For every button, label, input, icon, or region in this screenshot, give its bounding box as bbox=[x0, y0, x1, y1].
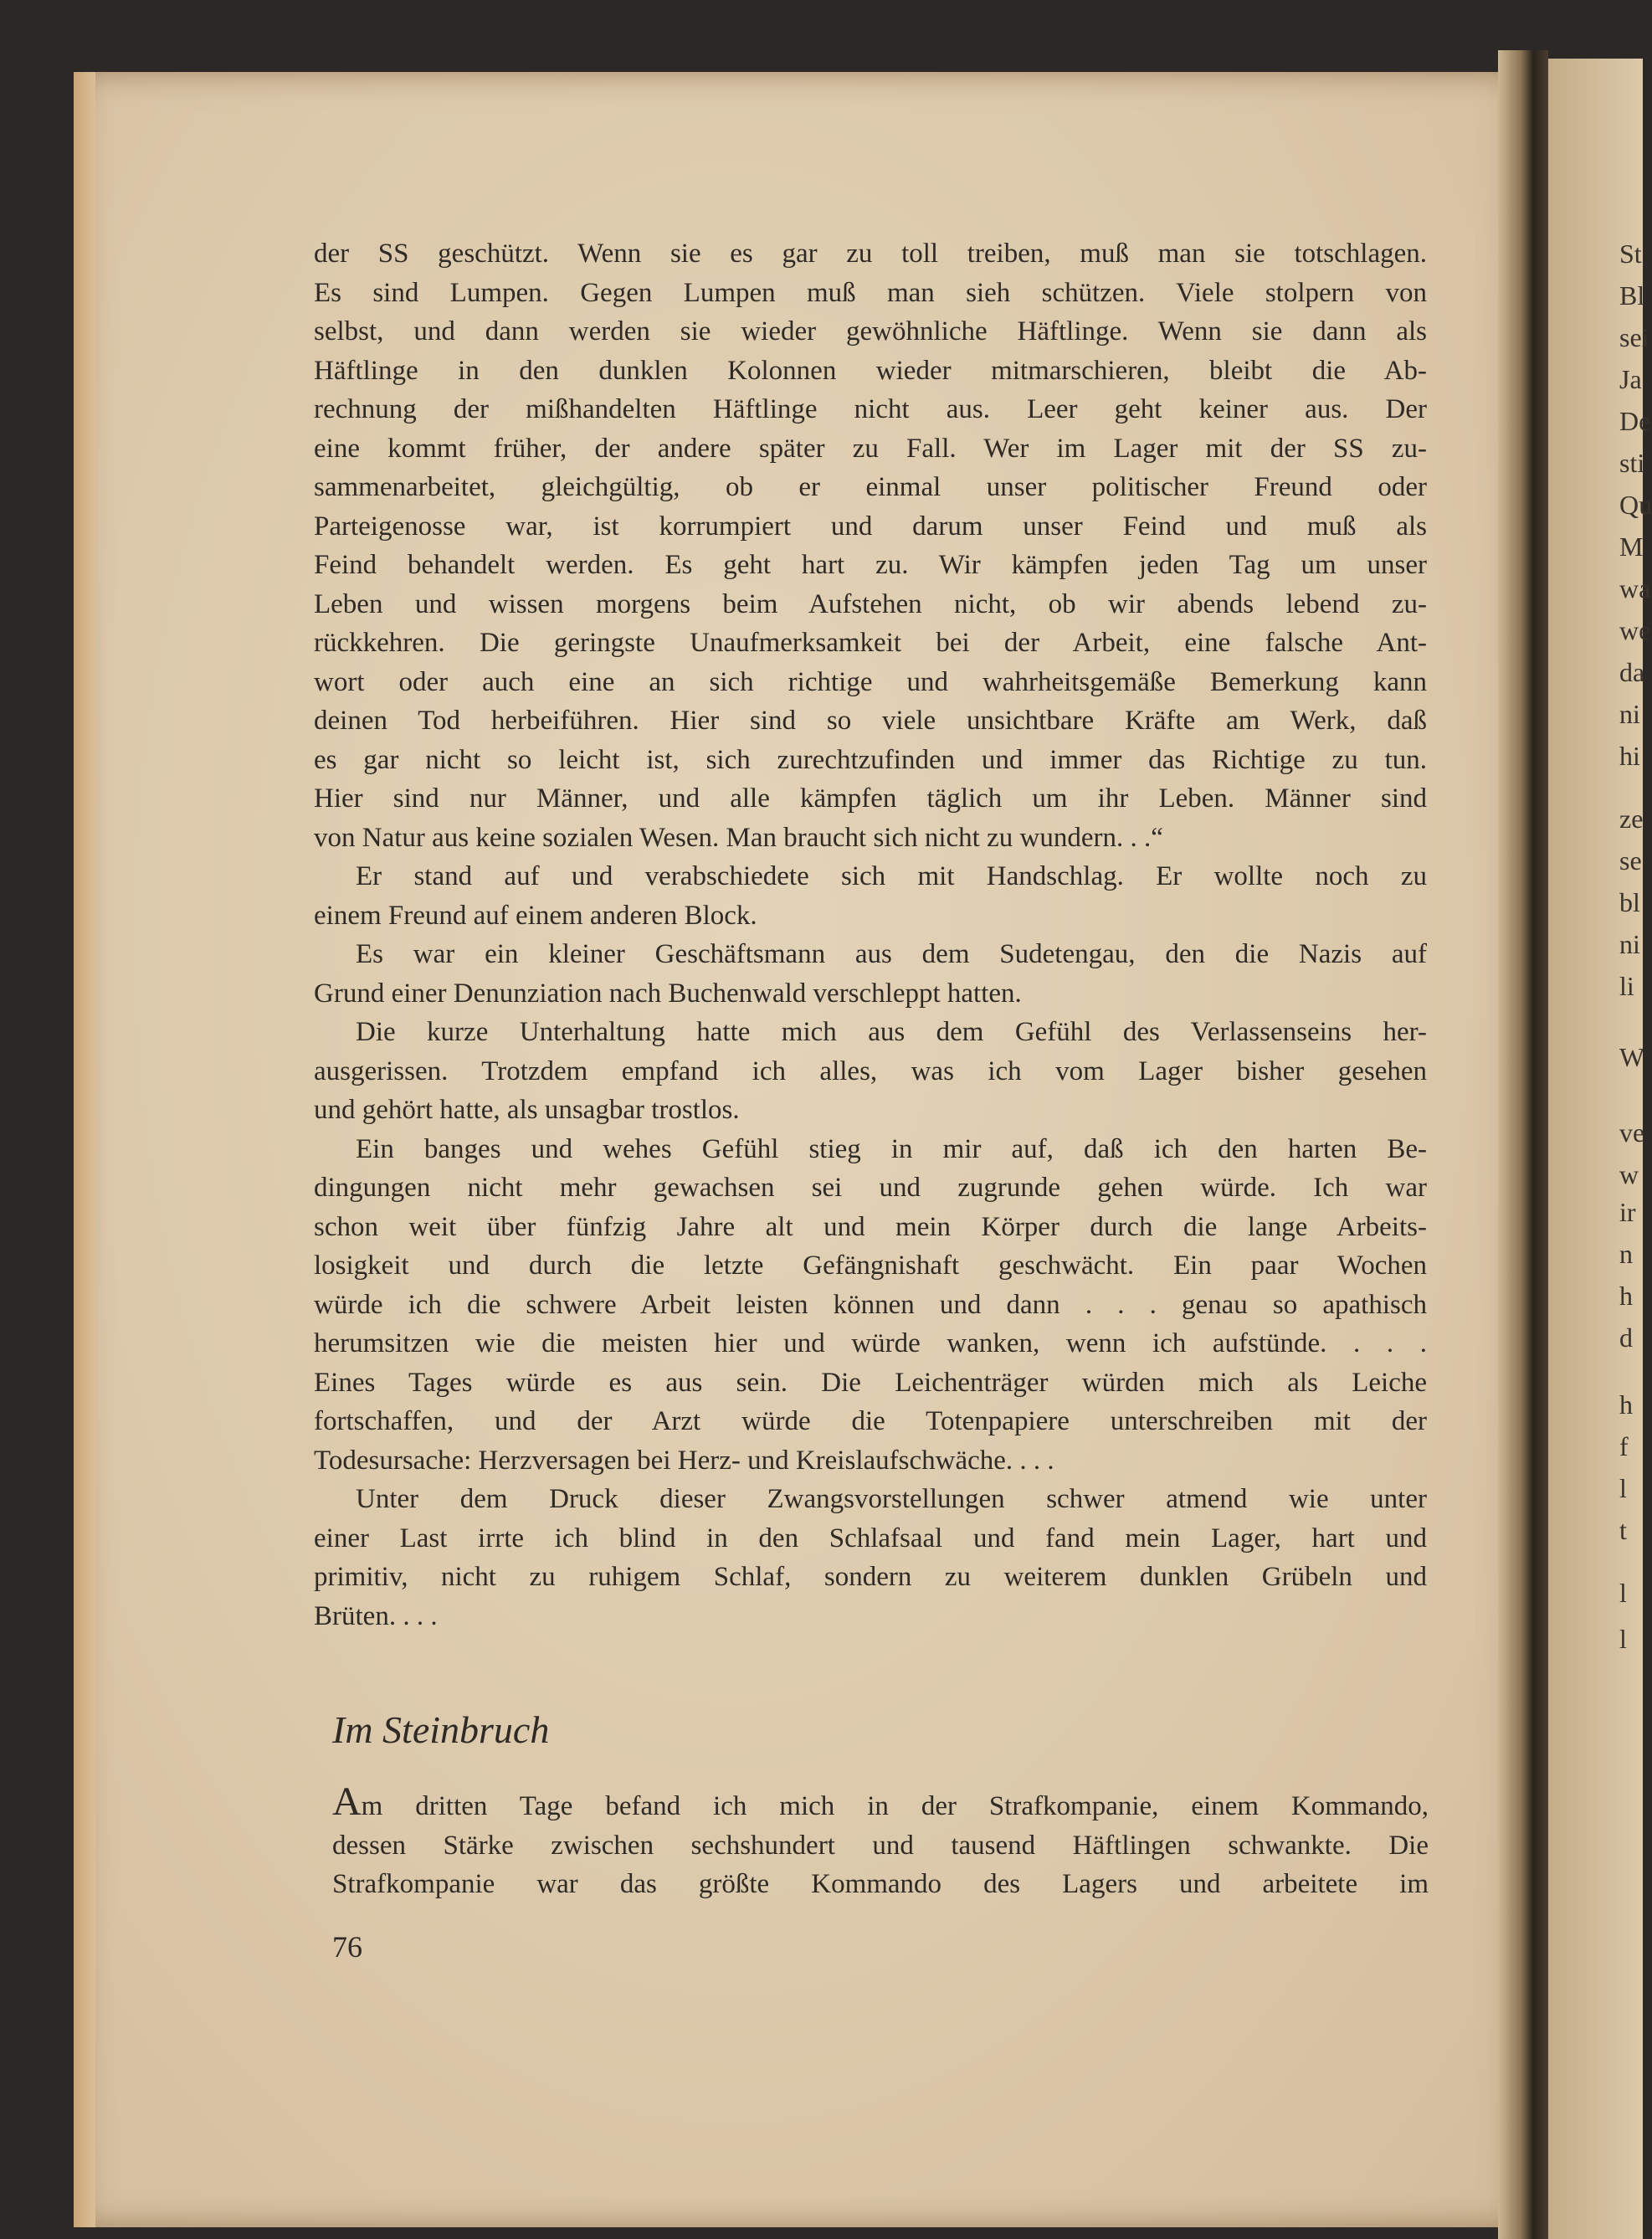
next-page-fragment: l bbox=[1619, 1473, 1627, 1503]
text-line: würde ich die schwere Arbeit leisten können und dann . . . genau so apathisch bbox=[314, 1289, 1427, 1320]
next-page-fragment: f bbox=[1619, 1431, 1629, 1461]
text-line: herumsitzen wie die meisten hier und würde wanken, wenn ich aufstünde. . . . bbox=[314, 1328, 1427, 1358]
next-page-fragment: li bbox=[1619, 971, 1634, 1001]
text-line: Leben und wissen morgens beim Aufstehen nicht, ob wir abends lebend zu- bbox=[314, 588, 1427, 619]
text-line: Eines Tages würde es aus sein. Die Leichenträger würden mich als Leiche bbox=[314, 1367, 1427, 1398]
chapter-title: Im Steinbruch bbox=[332, 1708, 550, 1751]
next-page-fragment: h bbox=[1619, 1281, 1633, 1311]
text-line: Es sind Lumpen. Gegen Lumpen muß man sieh schützen. Viele stolpern von bbox=[314, 277, 1427, 308]
text-line: Die kurze Unterhaltung hatte mich aus dem Gefühl des Verlassenseins her- bbox=[356, 1017, 1427, 1047]
next-page-fragment: Qu bbox=[1619, 490, 1652, 520]
text-line: Es war ein kleiner Geschäftsmann aus dem Sudetengau, den die Nazis auf bbox=[356, 939, 1427, 969]
next-page-fragment: ni bbox=[1619, 929, 1640, 959]
next-page-fragment: W bbox=[1619, 1042, 1645, 1072]
next-page-fragment: l bbox=[1619, 1578, 1627, 1608]
text-line: rechnung der mißhandelten Häftlinge nicht aus. Leer geht keiner aus. Der bbox=[314, 394, 1427, 424]
next-page-fragment: l bbox=[1619, 1624, 1627, 1654]
text-line: einem Freund auf einem anderen Block. bbox=[314, 900, 757, 931]
text-line: dingungen nicht mehr gewachsen sei und zugrunde gehen würde. Ich war bbox=[314, 1173, 1427, 1203]
text-line: Brüten. . . . bbox=[314, 1600, 438, 1631]
page-body-text bbox=[314, 234, 1427, 1636]
text-line: Strafkompanie war das größte Kommando des Lagers und arbeitete im bbox=[332, 1869, 1429, 1899]
next-page-fragment: De bbox=[1619, 406, 1651, 436]
next-page-fragment: d bbox=[1619, 1322, 1633, 1353]
next-page-fragment: ir bbox=[1619, 1197, 1636, 1227]
text-line: schon weit über fünfzig Jahre alt und mein Körper durch die lange Arbeits- bbox=[314, 1211, 1427, 1242]
text-line: Unter dem Druck dieser Zwangsvorstellungen schwer atmend wie unter bbox=[356, 1484, 1427, 1514]
page-edge bbox=[74, 72, 95, 2227]
book-gutter bbox=[1498, 50, 1548, 2239]
next-page-fragment: wa bbox=[1619, 573, 1651, 603]
text-line: primitiv, nicht zu ruhigem Schlaf, sondern zu weiterem dunklen Grübeln und bbox=[314, 1562, 1427, 1592]
text-line: losigkeit und durch die letzte Gefängnishaft geschwächt. Ein paar Wochen bbox=[314, 1250, 1427, 1281]
next-page-fragment: sei bbox=[1619, 322, 1649, 352]
next-page-fragment: se bbox=[1619, 845, 1642, 876]
next-page-fragment: ve bbox=[1619, 1117, 1645, 1148]
next-page-fragment: ni bbox=[1619, 699, 1640, 729]
text-line bbox=[332, 1779, 1429, 1826]
next-page-fragment: da bbox=[1619, 657, 1645, 687]
text-line: selbst, und dann werden sie wieder gewöhnliche Häftlinge. Wenn sie dann als bbox=[314, 316, 1427, 347]
text-line: Hier sind nur Männer, und alle kämpfen täglich um ihr Leben. Männer sind bbox=[314, 783, 1427, 814]
text-line: von Natur aus keine sozialen Wesen. Man braucht sich nicht zu wundern. . .“ bbox=[314, 822, 1163, 853]
text-line: einer Last irrte ich blind in den Schlafsaal und fand mein Lager, hart und bbox=[314, 1523, 1427, 1553]
next-page-fragment: hi bbox=[1619, 741, 1640, 771]
next-page-fragment: ze bbox=[1619, 804, 1644, 834]
text-line: deinen Tod herbeiführen. Hier sind so viele unsichtbare Kräfte am Werk, daß bbox=[314, 706, 1427, 736]
next-page-fragment: St bbox=[1619, 239, 1642, 269]
text-line-rest: m dritten Tage befand ich mich in der Strafkompanie, einem Kommando, bbox=[361, 1791, 1429, 1821]
text-line: wort oder auch eine an sich richtige und wahrheitsgemäße Bemerkung kann bbox=[314, 666, 1427, 697]
next-page-fragment: we bbox=[1619, 615, 1651, 645]
text-line: rückkehren. Die geringste Unaufmerksamkeit bei der Arbeit, eine falsche Ant- bbox=[314, 628, 1427, 658]
text-line: Parteigenosse war, ist korrumpiert und darum unser Feind und muß als bbox=[314, 511, 1427, 542]
text-line: der SS geschützt. Wenn sie es gar zu toll treiben, muß man sie totschlagen. bbox=[314, 239, 1427, 269]
text-line: Er stand auf und verabschiedete sich mit Handschlag. Er wollte noch zu bbox=[356, 861, 1427, 891]
text-line: und gehört hatte, als unsagbar trostlos. bbox=[314, 1095, 740, 1125]
text-line: dessen Stärke zwischen sechshundert und tausend Häftlingen schwankte. Die bbox=[332, 1830, 1429, 1861]
next-page-fragment: Ja bbox=[1619, 364, 1642, 394]
text-line: Häftlinge in den dunklen Kolonnen wieder mitmarschieren, bleibt die Ab- bbox=[314, 355, 1427, 386]
text-line: Todesursache: Herzversagen bei Herz- und Kreislaufschwäche. . . . bbox=[314, 1445, 1054, 1476]
next-page-fragment: t bbox=[1619, 1515, 1627, 1545]
text-line: Feind behandelt werden. Es geht hart zu. Wir kämpfen jeden Tag um unser bbox=[314, 550, 1427, 580]
text-line: ausgerissen. Trotzdem empfand ich alles, was ich vom Lager bisher gesehen bbox=[314, 1055, 1427, 1086]
next-page-fragment: M bbox=[1619, 532, 1644, 562]
text-line: fortschaffen, und der Arzt würde die Totenpapiere unterschreiben mit der bbox=[314, 1406, 1427, 1436]
next-page-fragment: h bbox=[1619, 1389, 1633, 1420]
text-line: sammenarbeitet, gleichgültig, ob er einmal unser politischer Freund oder bbox=[314, 472, 1427, 502]
text-line: es gar nicht so leicht ist, sich zurechtzufinden und immer das Richtige zu tun. bbox=[314, 744, 1427, 775]
page-number: 76 bbox=[332, 1930, 362, 1964]
next-page-fragment: sti bbox=[1619, 448, 1645, 478]
text-line: Ein banges und wehes Gefühl stieg in mir auf, daß ich den harten Be- bbox=[356, 1133, 1427, 1164]
chapter-opening-text bbox=[332, 1779, 1429, 1904]
next-page-fragment: w bbox=[1619, 1159, 1639, 1189]
text-line: eine kommt früher, der andere später zu Fall. Wer im Lager mit der SS zu- bbox=[314, 433, 1427, 464]
next-page-fragment: Bl bbox=[1619, 280, 1645, 311]
next-page-fragment: bl bbox=[1619, 887, 1640, 917]
next-page-fragment: n bbox=[1619, 1239, 1633, 1269]
drop-cap: A bbox=[332, 1779, 362, 1824]
text-line: Grund einer Denunziation nach Buchenwald verschleppt hatten. bbox=[314, 978, 1022, 1009]
